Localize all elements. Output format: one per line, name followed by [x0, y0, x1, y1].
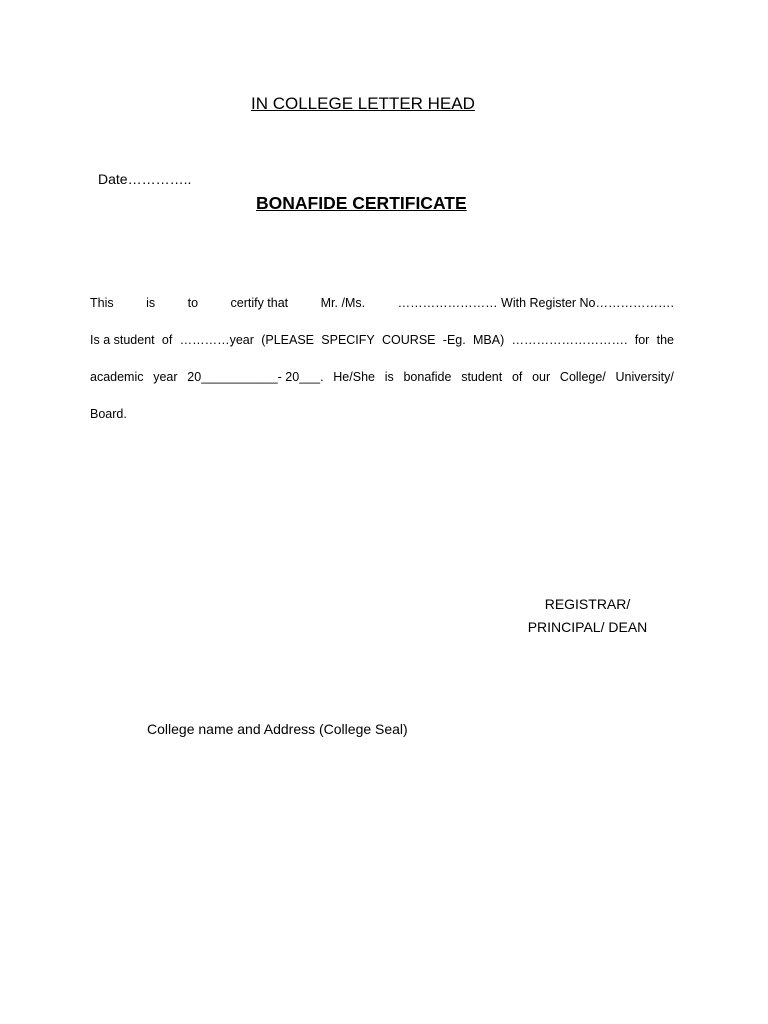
- body-word: This: [90, 296, 114, 310]
- body-line-1: [90, 296, 674, 310]
- body-line-3: [90, 370, 674, 384]
- body-word: Board.: [90, 407, 127, 421]
- body-line-4: [90, 407, 674, 421]
- body-word: of: [161, 333, 173, 347]
- body-word: academic: [90, 370, 144, 384]
- body-word: 20___________- 20___.: [187, 370, 324, 384]
- body-word: …………………… With Register No……………….: [397, 296, 674, 310]
- letterhead-heading: IN COLLEGE LETTER HEAD: [251, 94, 475, 113]
- body-word: Mr. /Ms.: [320, 296, 366, 310]
- body-word: year: [153, 370, 178, 384]
- certificate-title: BONAFIDE CERTIFICATE: [256, 193, 467, 213]
- body-word: COURSE: [382, 333, 436, 347]
- date-field: Date…………..: [98, 171, 192, 187]
- body-word: …………year: [179, 333, 254, 347]
- body-word: for: [634, 333, 650, 347]
- body-word: University/: [615, 370, 674, 384]
- signatory-block: [500, 593, 675, 639]
- signatory-registrar: REGISTRAR/: [544, 596, 631, 612]
- body-word: our: [532, 370, 551, 384]
- body-word: (PLEASE: [261, 333, 314, 347]
- body-word: is: [146, 296, 156, 310]
- body-word: certify that: [230, 296, 289, 310]
- body-word: the: [656, 333, 674, 347]
- body-word: -Eg.: [442, 333, 466, 347]
- college-seal-label: College name and Address (College Seal): [147, 721, 408, 737]
- body-word: MBA): [472, 333, 505, 347]
- body-word: ……………………….: [511, 333, 628, 347]
- body-word: student: [461, 370, 503, 384]
- body-word: SPECIFY: [321, 333, 375, 347]
- body-word: Is a student: [90, 333, 155, 347]
- signatory-principal-dean: PRINCIPAL/ DEAN: [527, 619, 648, 635]
- body-word: is: [384, 370, 394, 384]
- body-word: to: [187, 296, 199, 310]
- body-word: He/She: [333, 370, 375, 384]
- body-word: of: [511, 370, 523, 384]
- body-word: bonafide: [403, 370, 452, 384]
- body-line-2: [90, 333, 674, 347]
- body-word: College/: [559, 370, 606, 384]
